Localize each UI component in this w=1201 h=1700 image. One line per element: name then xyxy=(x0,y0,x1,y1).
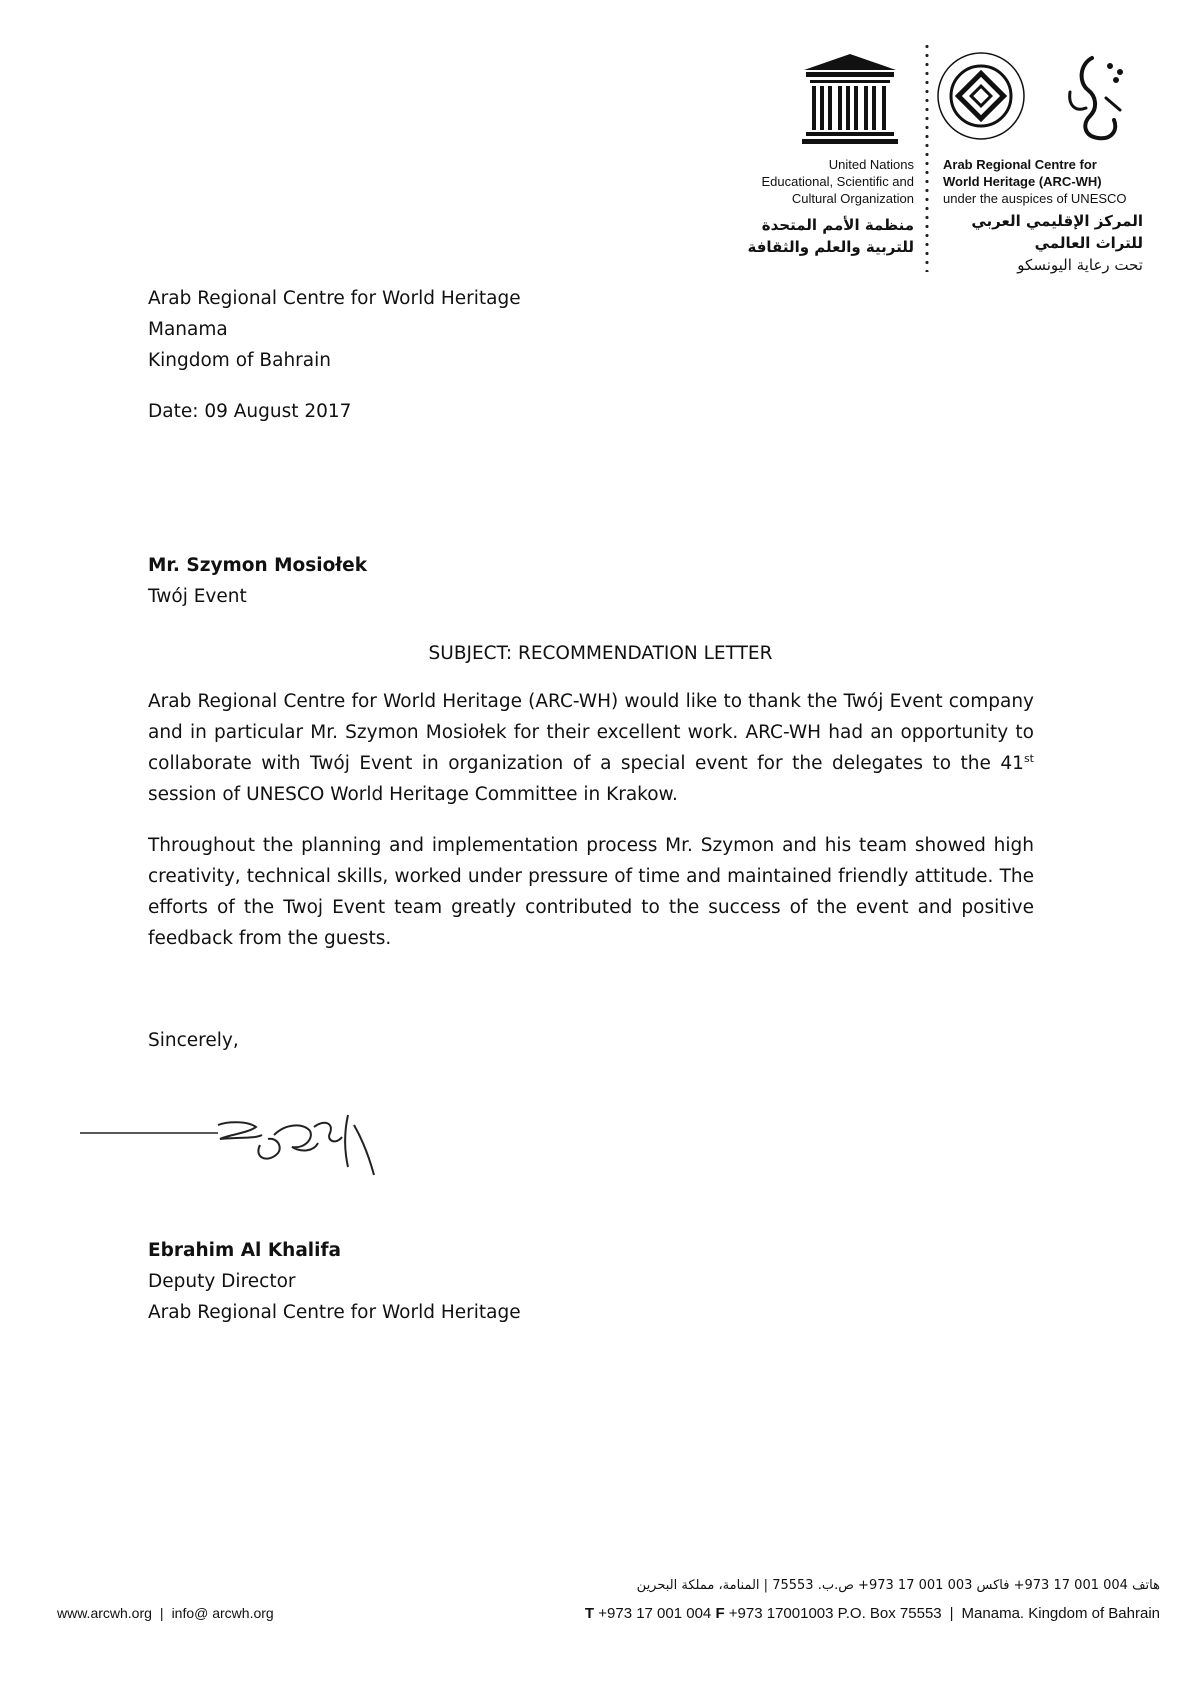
unesco-ar-line: منظمة الأمم المتحدة xyxy=(761,216,914,234)
ordinal-suffix: st xyxy=(1023,751,1034,765)
fax-label: F xyxy=(715,1605,725,1622)
footer-phone-address xyxy=(520,1605,1160,1622)
footer-arabic-contact: هاتف 004 001 17 973+ فاكس 003 001 17 973+ ص.ب. 75553 | المنامة، مملكة البحرين xyxy=(636,1578,1160,1593)
unesco-ar-line: للتربية والعلم والثقافة xyxy=(747,238,914,256)
sender-line: Manama xyxy=(148,319,228,340)
footer-web-contact xyxy=(57,1605,417,1621)
po-box: P.O. Box 75553 xyxy=(837,1605,942,1622)
signer-name: Ebrahim Al Khalifa xyxy=(148,1240,342,1261)
arcwh-line: Arab Regional Centre for xyxy=(943,157,1097,172)
letterhead-divider xyxy=(925,42,929,272)
recipient-name: Mr. Szymon Mosiołek xyxy=(148,555,368,576)
arcwh-line: World Heritage (ARC-WH) xyxy=(943,174,1102,189)
signer-org: Arab Regional Centre for World Heritage xyxy=(148,1302,521,1323)
email-link[interactable]: info@ arcwh.org xyxy=(171,1605,274,1621)
closing: Sincerely, xyxy=(148,1030,239,1051)
unesco-line: Educational, Scientific and xyxy=(761,174,914,189)
arcwh-calligraphy-icon xyxy=(1062,50,1134,142)
signer-block xyxy=(148,1235,521,1328)
arcwh-ar-line: المركز الإقليمي العربي xyxy=(971,212,1143,230)
phone-label: T xyxy=(584,1605,595,1622)
phone-number: +973 17 001 004 xyxy=(598,1605,712,1622)
arcwh-ar-line: للتراث العالمي xyxy=(1034,234,1143,252)
arcwh-name-ar xyxy=(943,210,1143,276)
paragraph-text-end: session of UNESCO World Heritage Committee in Krakow. xyxy=(148,784,678,805)
signer-title: Deputy Director xyxy=(148,1271,296,1292)
arcwh-name-en xyxy=(943,156,1163,207)
recipient-block xyxy=(148,550,367,612)
website-link[interactable]: www.arcwh.org xyxy=(57,1605,152,1621)
footer-separator: | xyxy=(159,1605,164,1621)
footer-address: Manama. Kingdom of Bahrain xyxy=(961,1605,1160,1622)
arcwh-ar-line: تحت رعاية اليونسكو xyxy=(1017,256,1143,274)
footer-separator: | xyxy=(949,1605,954,1622)
unesco-temple-icon xyxy=(800,52,900,148)
body-paragraph-2: Throughout the planning and implementation process Mr. Szymon and his team showed high creativity, technical skills, worked under pressure of time and maintained friendly attitude. The efforts of the Twoj Event team greatly contributed to the success of the event and positive feedback from the guests. xyxy=(148,835,1034,949)
sender-line: Kingdom of Bahrain xyxy=(148,350,331,371)
unesco-line: United Nations xyxy=(828,157,914,172)
unesco-line: Cultural Organization xyxy=(791,191,914,206)
recipient-company: Twój Event xyxy=(148,586,247,607)
body-paragraph-1 xyxy=(148,686,1034,810)
fax-number: +973 17001003 xyxy=(728,1605,834,1622)
world-heritage-emblem-icon xyxy=(935,50,1027,142)
handwritten-signature xyxy=(78,1105,378,1177)
sender-address xyxy=(148,283,521,376)
unesco-name-en xyxy=(700,156,914,207)
letter-date: Date: 09 August 2017 xyxy=(148,401,352,422)
paragraph-text: Arab Regional Centre for World Heritage (ARC-WH) would like to thank the Twój Event company and in particular Mr. Szymon Mosiołek for their excellent work. ARC-WH had an opportunity to collaborate with Twój Event in organization of a special event for the delegates to the 41 xyxy=(148,691,1034,774)
letter-subject: SUBJECT: RECOMMENDATION LETTER xyxy=(428,643,773,664)
arcwh-line: under the auspices of UNESCO xyxy=(943,191,1127,206)
unesco-name-ar xyxy=(700,214,914,258)
sender-line: Arab Regional Centre for World Heritage xyxy=(148,288,521,309)
